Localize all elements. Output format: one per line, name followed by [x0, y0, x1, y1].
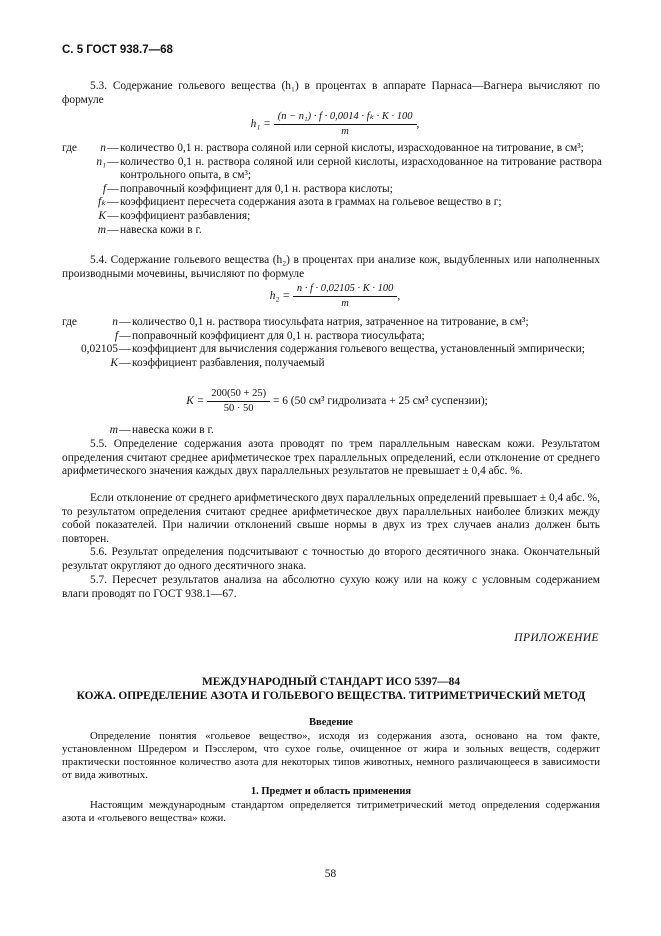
standard-title-line2: КОЖА. ОПРЕДЕЛЕНИЕ АЗОТА И ГОЛЬЕВОГО ВЕЩЕСТВА. ТИТРИМЕТРИЧЕСКИЙ МЕТОД: [76, 690, 586, 702]
formula-h1-denominator: m: [341, 126, 349, 137]
definitions-h1: [62, 142, 602, 237]
definition-item: [62, 183, 602, 197]
formula-h1-numerator: (n − n₁) · f · 0,0014 · fₖ · K · 100: [274, 111, 417, 125]
definition-lead: где: [62, 142, 77, 154]
definition-lead: [62, 196, 84, 210]
formula-h2-tail: ,: [397, 290, 401, 303]
definition-item: [62, 156, 602, 183]
formula-h2: [250, 283, 420, 310]
formula-h1-fraction: [274, 111, 417, 138]
intro-heading: Введение: [309, 717, 353, 728]
page-header: С. 5 ГОСТ 938.7—68: [62, 44, 173, 56]
definition-dash: —: [119, 316, 131, 328]
definition-text: коэффициент пересчета содержания азота в граммах на гольевое вещество в г;: [120, 196, 502, 209]
definition-lead: где: [62, 316, 77, 328]
formula-k-denominator: 50 · 50: [223, 403, 254, 414]
definition-item: [62, 224, 602, 238]
definition-text: навеска кожи в г.: [132, 424, 214, 436]
definition-item: [62, 357, 602, 371]
formula-h1: [220, 111, 450, 138]
formula-h1-lhs: h₁ =: [250, 118, 271, 131]
formula-h1-tail: ,: [416, 118, 420, 131]
definition-text: поправочный коэффициент для 0,1 н. раствора тиосульфата;: [132, 329, 425, 342]
definition-dash: —: [119, 343, 131, 356]
definition-lead: [62, 424, 84, 438]
definitions-h2: [62, 316, 602, 370]
definition-symbol: K: [98, 209, 106, 222]
definition-symbol: n: [100, 142, 106, 154]
definition-text: количество 0,1 н. раствора соляной или серной кислоты, израсходованное на титрование, в см³;: [120, 142, 584, 154]
paragraph-5-5-continued: Если отклонение от среднего арифметического двух параллельных определений превышает ± 0,4 абс. %, то результатом определения считают среднее арифметическое двух параллельных наиболее близких между собой показателей. При наличии отклонений свыше нормы в двух из трех случаев анализ должен быть повторен.: [62, 492, 600, 545]
definition-item: [62, 210, 602, 224]
definition-symbol: f: [114, 329, 118, 342]
formula-h2-fraction: [293, 283, 401, 310]
definition-text: поправочный коэффициент для 0,1 н. раствора кислоты;: [120, 182, 393, 195]
definition-dash: —: [107, 142, 119, 154]
definitions-m: [62, 424, 602, 438]
section-1-heading: 1. Предмет и область применения: [250, 786, 412, 797]
page-number: 58: [324, 868, 337, 880]
formula-k-numerator: 200(50 + 25): [207, 388, 270, 402]
definition-item: [62, 343, 602, 357]
formula-k-lhs: K =: [186, 395, 205, 408]
definition-symbol: m: [109, 424, 118, 436]
definition-item: [62, 424, 602, 438]
definition-item: [62, 142, 602, 156]
definition-lead: [62, 210, 84, 224]
definition-text: коэффициент для вычисления содержания гольевого вещества, установленный эмпирически;: [132, 343, 585, 356]
definition-item: [62, 330, 602, 344]
definition-lead: [62, 183, 84, 197]
definition-symbol: m: [97, 223, 106, 236]
paragraph-5-4: 5.4. Содержание гольевого вещества (h₂) в процентах при анализе кож, выдубленных или наполненных производными мочевины, вычисляют по формуле: [62, 254, 600, 280]
definition-dash: —: [107, 155, 119, 168]
definition-item: [62, 316, 602, 330]
definition-symbol: fₖ: [97, 196, 106, 209]
formula-h2-denominator: m: [341, 298, 349, 309]
definition-lead: [62, 156, 84, 183]
formula-h2-numerator: n · f · 0,02105 · K · 100: [293, 283, 398, 297]
definition-dash: —: [119, 329, 131, 342]
standard-title-line1: МЕЖДУНАРОДНЫЙ СТАНДАРТ ИСО 5397—84: [201, 676, 461, 688]
definition-dash: —: [119, 356, 131, 369]
formula-k: [172, 388, 502, 415]
definition-lead: [62, 224, 84, 238]
definition-symbol: K: [110, 356, 118, 369]
definition-symbol: n: [112, 316, 118, 328]
definition-dash: —: [107, 209, 119, 222]
definition-text: коэффициент разбавления;: [120, 209, 251, 222]
formula-h2-lhs: h₂ =: [269, 290, 290, 303]
definition-dash: —: [107, 182, 119, 195]
definition-text: количество 0,1 н. раствора соляной или серной кислоты, израсходованное на титрование раствора контрольного опыта, в см³;: [120, 155, 602, 182]
definition-text: коэффициент разбавления, получаемый: [132, 356, 325, 369]
paragraph-5-5: 5.5. Определение содержания азота проводят по трем параллельным навескам кожи. Результатом определения считают среднее арифметическое трех параллельных определений, если отклонение от среднего арифметического значения каждых двух параллельных результатов не превышает ± 0,4 абс. %.: [62, 438, 600, 478]
definition-text: количество 0,1 н. раствора тиосульфата натрия, затраченное на титрование, в см³;: [132, 316, 529, 328]
definition-symbol: n₁: [96, 155, 106, 168]
definition-dash: —: [107, 196, 119, 209]
paragraph-5-7: 5.7. Пересчет результатов анализа на абсолютно сухую кожу или на кожу с условным содержанием влаги проводят по ГОСТ 938.1—67.: [62, 574, 600, 600]
definition-text: навеска кожи в г.: [120, 223, 202, 236]
definition-lead: [62, 330, 84, 344]
definition-symbol: 0,02105: [80, 343, 118, 356]
intro-paragraph: Определение понятия «гольевое вещество», исходя из содержания азота, основано на том факте, установленном Шредером и Пэсслером, что сухое голье, очищенное от жира и зольных веществ, содержит практически постоянное количество азота для некоторых типов животных, немного различающееся в зависимости от вида животных.: [62, 730, 600, 781]
definition-item: [62, 196, 602, 210]
definition-lead: [62, 357, 84, 371]
appendix-label: ПРИЛОЖЕНИЕ: [514, 632, 599, 644]
definition-dash: —: [119, 424, 131, 436]
section-1-paragraph: Настоящим международным стандартом определяется титриметрический метод определения содержания азота и «гольевого вещества» кожи.: [62, 799, 600, 824]
paragraph-5-3: 5.3. Содержание гольевого вещества (h₁) в процентах в аппарате Парнаса—Вагнера вычисляют по формуле: [62, 80, 600, 106]
definition-symbol: f: [102, 182, 106, 195]
formula-k-fraction: [207, 388, 270, 415]
definition-dash: —: [107, 223, 119, 236]
formula-k-tail: = 6 (50 см³ гидролизата + 25 см³ суспензии);: [272, 395, 488, 408]
paragraph-5-6: 5.6. Результат определения подсчитывают с точностью до второго десятичного знака. Окончательный результат округляют до одного десятичного знака.: [62, 546, 600, 572]
